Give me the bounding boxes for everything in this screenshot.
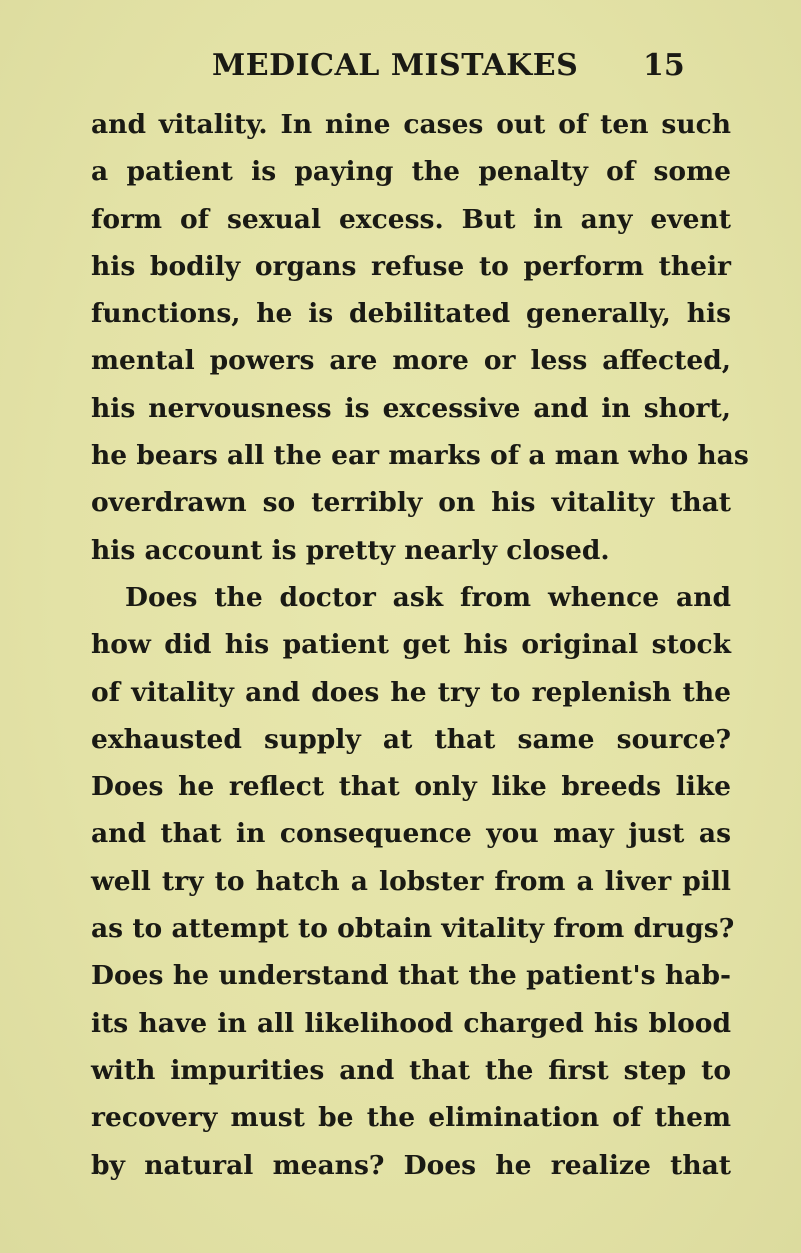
text-line: a patient is paying the penalty of some <box>91 156 731 188</box>
text-line: exhausted supply at that same source? <box>91 723 731 755</box>
text-line: and that in consequence you may just as <box>91 818 731 850</box>
text-line: by natural means? Does he realize that <box>91 1149 731 1181</box>
text-line: Does he reflect that only like breeds like <box>91 771 731 803</box>
text-line: its have in all likelihood charged his blood <box>91 1007 731 1039</box>
text-line: mental powers are more or less affected, <box>91 345 731 377</box>
text-line: his account is pretty nearly closed. <box>91 534 610 566</box>
text-line: as to attempt to obtain vitality from drugs? <box>91 913 735 945</box>
text-line: well try to hatch a lobster from a liver pill <box>91 865 731 897</box>
text-line: Does he understand that the patient's hab- <box>91 960 731 992</box>
page-number: 15 <box>643 48 685 83</box>
text-line: of vitality and does he try to replenish the <box>91 676 731 708</box>
body-text <box>91 101 749 1189</box>
text-line: with impurities and that the first step to <box>91 1054 731 1086</box>
text-line: he bears all the ear marks of a man who has <box>91 440 749 472</box>
running-head <box>0 48 801 92</box>
text-line: how did his patient get his original stock <box>91 629 731 661</box>
running-title: MEDICAL MISTAKES <box>212 48 579 83</box>
text-line: recovery must be the elimination of them <box>91 1102 731 1134</box>
text-line: and vitality. In nine cases out of ten such <box>91 109 731 140</box>
text-line: Does the doctor ask from whence and <box>125 581 731 613</box>
text-line: his bodily organs refuse to perform their <box>91 250 731 282</box>
text-line: overdrawn so terribly on his vitality that <box>91 487 731 519</box>
text-line: form of sexual excess. But in any event <box>91 203 731 235</box>
text-line: functions, he is debilitated generally, his <box>91 298 731 330</box>
text-line: his nervousness is excessive and in short, <box>91 392 731 424</box>
